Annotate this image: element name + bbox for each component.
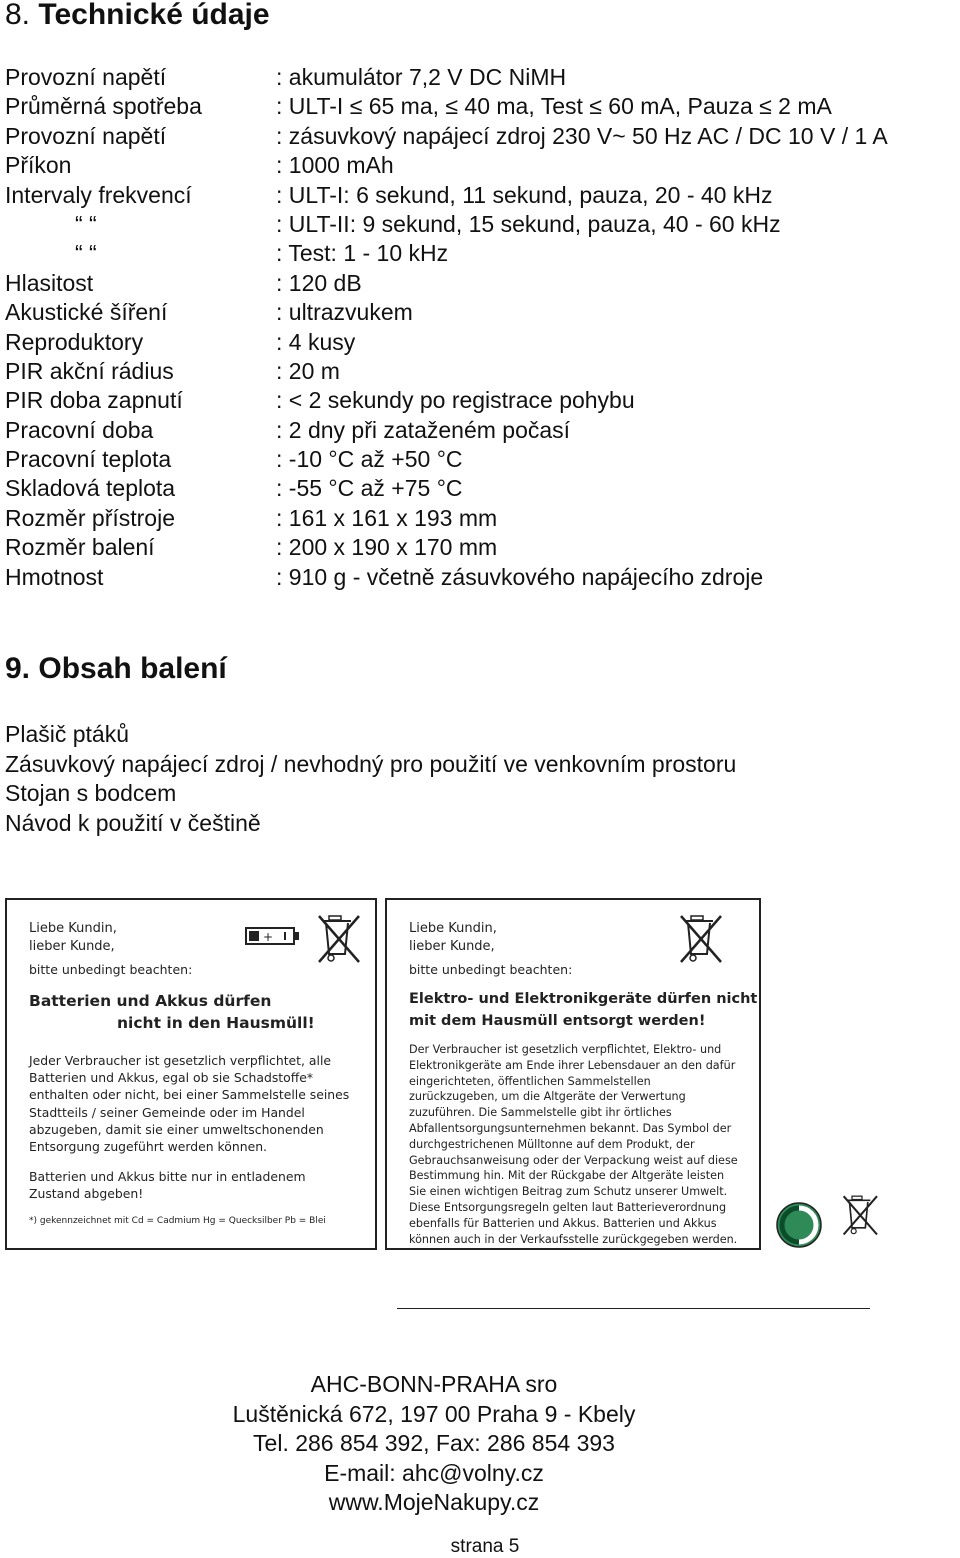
spec-row — [5, 357, 888, 386]
section-heading-technical-data — [5, 0, 270, 32]
spec-label: PIR doba zapnutí — [5, 387, 183, 414]
spec-row — [5, 474, 888, 503]
notice-body: Der Verbraucher ist gesetzlich verpflichtet, Elektro- und Elektronikgeräte am Ende ihrer Lebensdauer an den dafür eingerichteten, öffentlichen Sammelstellen zurückzugeben, um die Altgeräte der Verwertung zuzuführen. Die Sammelstelle gibt ihr örtliches Abfallentsorgungsunternehmen bekannt. Das Symbol der durchgestrichenen Mülltonne auf dem Produkt, der Gebrauchsanweisung oder der Verpackung weist auf diese Bestimmung hin. Mit der Rückgabe der Altgeräte leisten Sie einen wichtigen Beitrag zum Schutz unserer Umwelt. Diese Entsorgungsregeln gelten laut Batterieverordnung ebenfalls für Batterien und Akkus. Batterien und Akkus können auch in der Verkaufsstelle zurückgegeben werden. — [409, 1043, 738, 1246]
spec-row — [5, 416, 888, 445]
spec-value: : 910 g - včetně zásuvkového napájecího zdroje — [276, 563, 764, 590]
gruener-punkt-icon — [774, 1200, 824, 1250]
spec-row — [5, 181, 888, 210]
spec-value: : akumulátor 7,2 V DC NiMH — [276, 64, 567, 90]
notice-note: bitte unbedingt beachten: — [29, 962, 193, 977]
notice-footnote: *) gekennzeichnet mit Cd = Cadmium Hg = Quecksilber Pb = Blei — [29, 1216, 326, 1226]
spec-label-ditto: “ “ — [75, 210, 97, 237]
spec-row — [5, 298, 888, 327]
spec-value: : ULT-II: 9 sekund, 15 sekund, pauza, 40 - 60 kHz — [276, 210, 781, 237]
spec-label: PIR akční rádius — [5, 357, 174, 384]
spec-label-ditto: “ “ — [75, 240, 97, 267]
spec-value: : Test: 1 - 10 kHz — [276, 240, 449, 267]
notice-body: Batterien und Akkus bitte nur in entladenem Zustand abgeben! — [29, 1169, 306, 1202]
spec-label: Rozměr přístroje — [5, 504, 175, 531]
spec-value: : 4 kusy — [276, 328, 356, 355]
section-number: 8. — [5, 0, 31, 31]
crossed-bin-icon — [842, 1192, 882, 1242]
spec-label: Hlasitost — [5, 269, 94, 296]
spec-row — [5, 328, 888, 357]
notice-greeting: Liebe Kundin, lieber Kunde, — [29, 921, 117, 954]
spec-value: : 120 dB — [276, 269, 362, 296]
spec-value: : ultrazvukem — [276, 299, 413, 326]
spec-row — [5, 151, 888, 180]
crossed-bin-icon — [679, 914, 727, 968]
section-title: Obsah balení — [38, 652, 227, 685]
spec-label: Skladová teplota — [5, 475, 176, 502]
spec-row — [5, 122, 888, 151]
company-address — [0, 1370, 868, 1518]
notice-note: bitte unbedingt beachten: — [409, 962, 573, 977]
spec-label: Průměrná spotřeba — [5, 93, 202, 120]
address-line: AHC-BONN-PRAHA sro — [310, 1371, 558, 1397]
electronics-disposal-notice — [385, 898, 761, 1250]
section-title: Technické údaje — [38, 0, 270, 31]
section-heading-package-contents — [5, 652, 227, 686]
spec-row — [5, 504, 888, 533]
list-item: Zásuvkový napájecí zdroj / nevhodný pro použití ve venkovním prostoru — [5, 750, 737, 777]
spec-row — [5, 563, 888, 592]
spec-row — [5, 386, 888, 415]
address-line: Tel. 286 854 392, Fax: 286 854 393 — [253, 1430, 615, 1456]
spec-value: : 200 x 190 x 170 mm — [276, 534, 498, 561]
spec-label: Intervaly frekvencí — [5, 181, 192, 208]
spec-table — [5, 63, 888, 592]
page-number: strana 5 — [450, 1536, 520, 1557]
package-contents-list — [5, 720, 736, 838]
svg-text:+: + — [263, 930, 274, 944]
notice-title: nicht in den Hausmüll! — [117, 1014, 315, 1032]
spec-label: Hmotnost — [5, 563, 104, 590]
spec-label: Pracovní teplota — [5, 446, 172, 473]
battery-icon — [245, 926, 301, 946]
list-item: Plašič ptáků — [5, 721, 130, 747]
spec-label: Provozní napětí — [5, 64, 167, 90]
spec-row — [5, 269, 888, 298]
spec-row — [5, 210, 888, 239]
divider — [397, 1308, 870, 1309]
spec-value: : zásuvkový napájecí zdroj 230 V~ 50 Hz AC / DC 10 V / 1 A — [276, 122, 888, 149]
notice-body: Jeder Verbraucher ist gesetzlich verpflichtet, alle Batterien und Akkus, egal ob sie Schadstoffe* enthalten oder nicht, bei einer Sammelstelle seines Stadtteils / seiner Gemeinde oder im Handel abzugeben, damit sie einer umweltschonenden Entsorgung zugeführt werden können. — [29, 1053, 350, 1155]
spec-label: Provozní napětí — [5, 122, 167, 149]
spec-label: Příkon — [5, 152, 72, 179]
spec-value: : 2 dny při zataženém počasí — [276, 416, 571, 443]
spec-row — [5, 92, 888, 121]
spec-label: Reproduktory — [5, 328, 144, 355]
spec-value: : -55 °C až +75 °C — [276, 475, 463, 502]
spec-value: : ULT-I: 6 sekund, 11 sekund, pauza, 20 - 40 kHz — [276, 181, 773, 208]
spec-label: Rozměr balení — [5, 534, 155, 561]
notice-title: Elektro- und Elektronikgeräte dürfen nicht — [409, 991, 758, 1007]
spec-row — [5, 533, 888, 562]
spec-row — [5, 239, 888, 268]
spec-value: : < 2 sekundy po registrace pohybu — [276, 387, 635, 414]
spec-value: : ULT-I ≤ 65 ma, ≤ 40 ma, Test ≤ 60 mA, Pauza ≤ 2 mA — [276, 93, 832, 120]
address-line: www.MojeNakupy.cz — [328, 1489, 540, 1515]
list-item: Stojan s bodcem — [5, 780, 177, 806]
address-line: E-mail: ahc@volny.cz — [324, 1459, 544, 1486]
spec-value: : 20 m — [276, 357, 340, 384]
spec-value: : 1000 mAh — [276, 152, 394, 179]
notice-title: mit dem Hausmüll entsorgt werden! — [409, 1013, 706, 1029]
spec-row — [5, 63, 888, 92]
notice-greeting: Liebe Kundin, lieber Kunde, — [409, 921, 497, 954]
spec-row — [5, 445, 888, 474]
spec-label: Pracovní doba — [5, 416, 154, 443]
spec-value: : 161 x 161 x 193 mm — [276, 504, 498, 531]
section-number: 9. — [5, 652, 31, 685]
crossed-bin-icon — [317, 914, 365, 968]
battery-disposal-notice — [5, 898, 377, 1250]
notice-title: Batterien und Akkus dürfen — [29, 992, 272, 1010]
spec-label: Akustické šíření — [5, 299, 168, 326]
spec-value: : -10 °C až +50 °C — [276, 446, 463, 473]
address-line: Luštěnická 672, 197 00 Praha 9 - Kbely — [232, 1400, 636, 1427]
list-item: Návod k použití v češtině — [5, 809, 261, 836]
